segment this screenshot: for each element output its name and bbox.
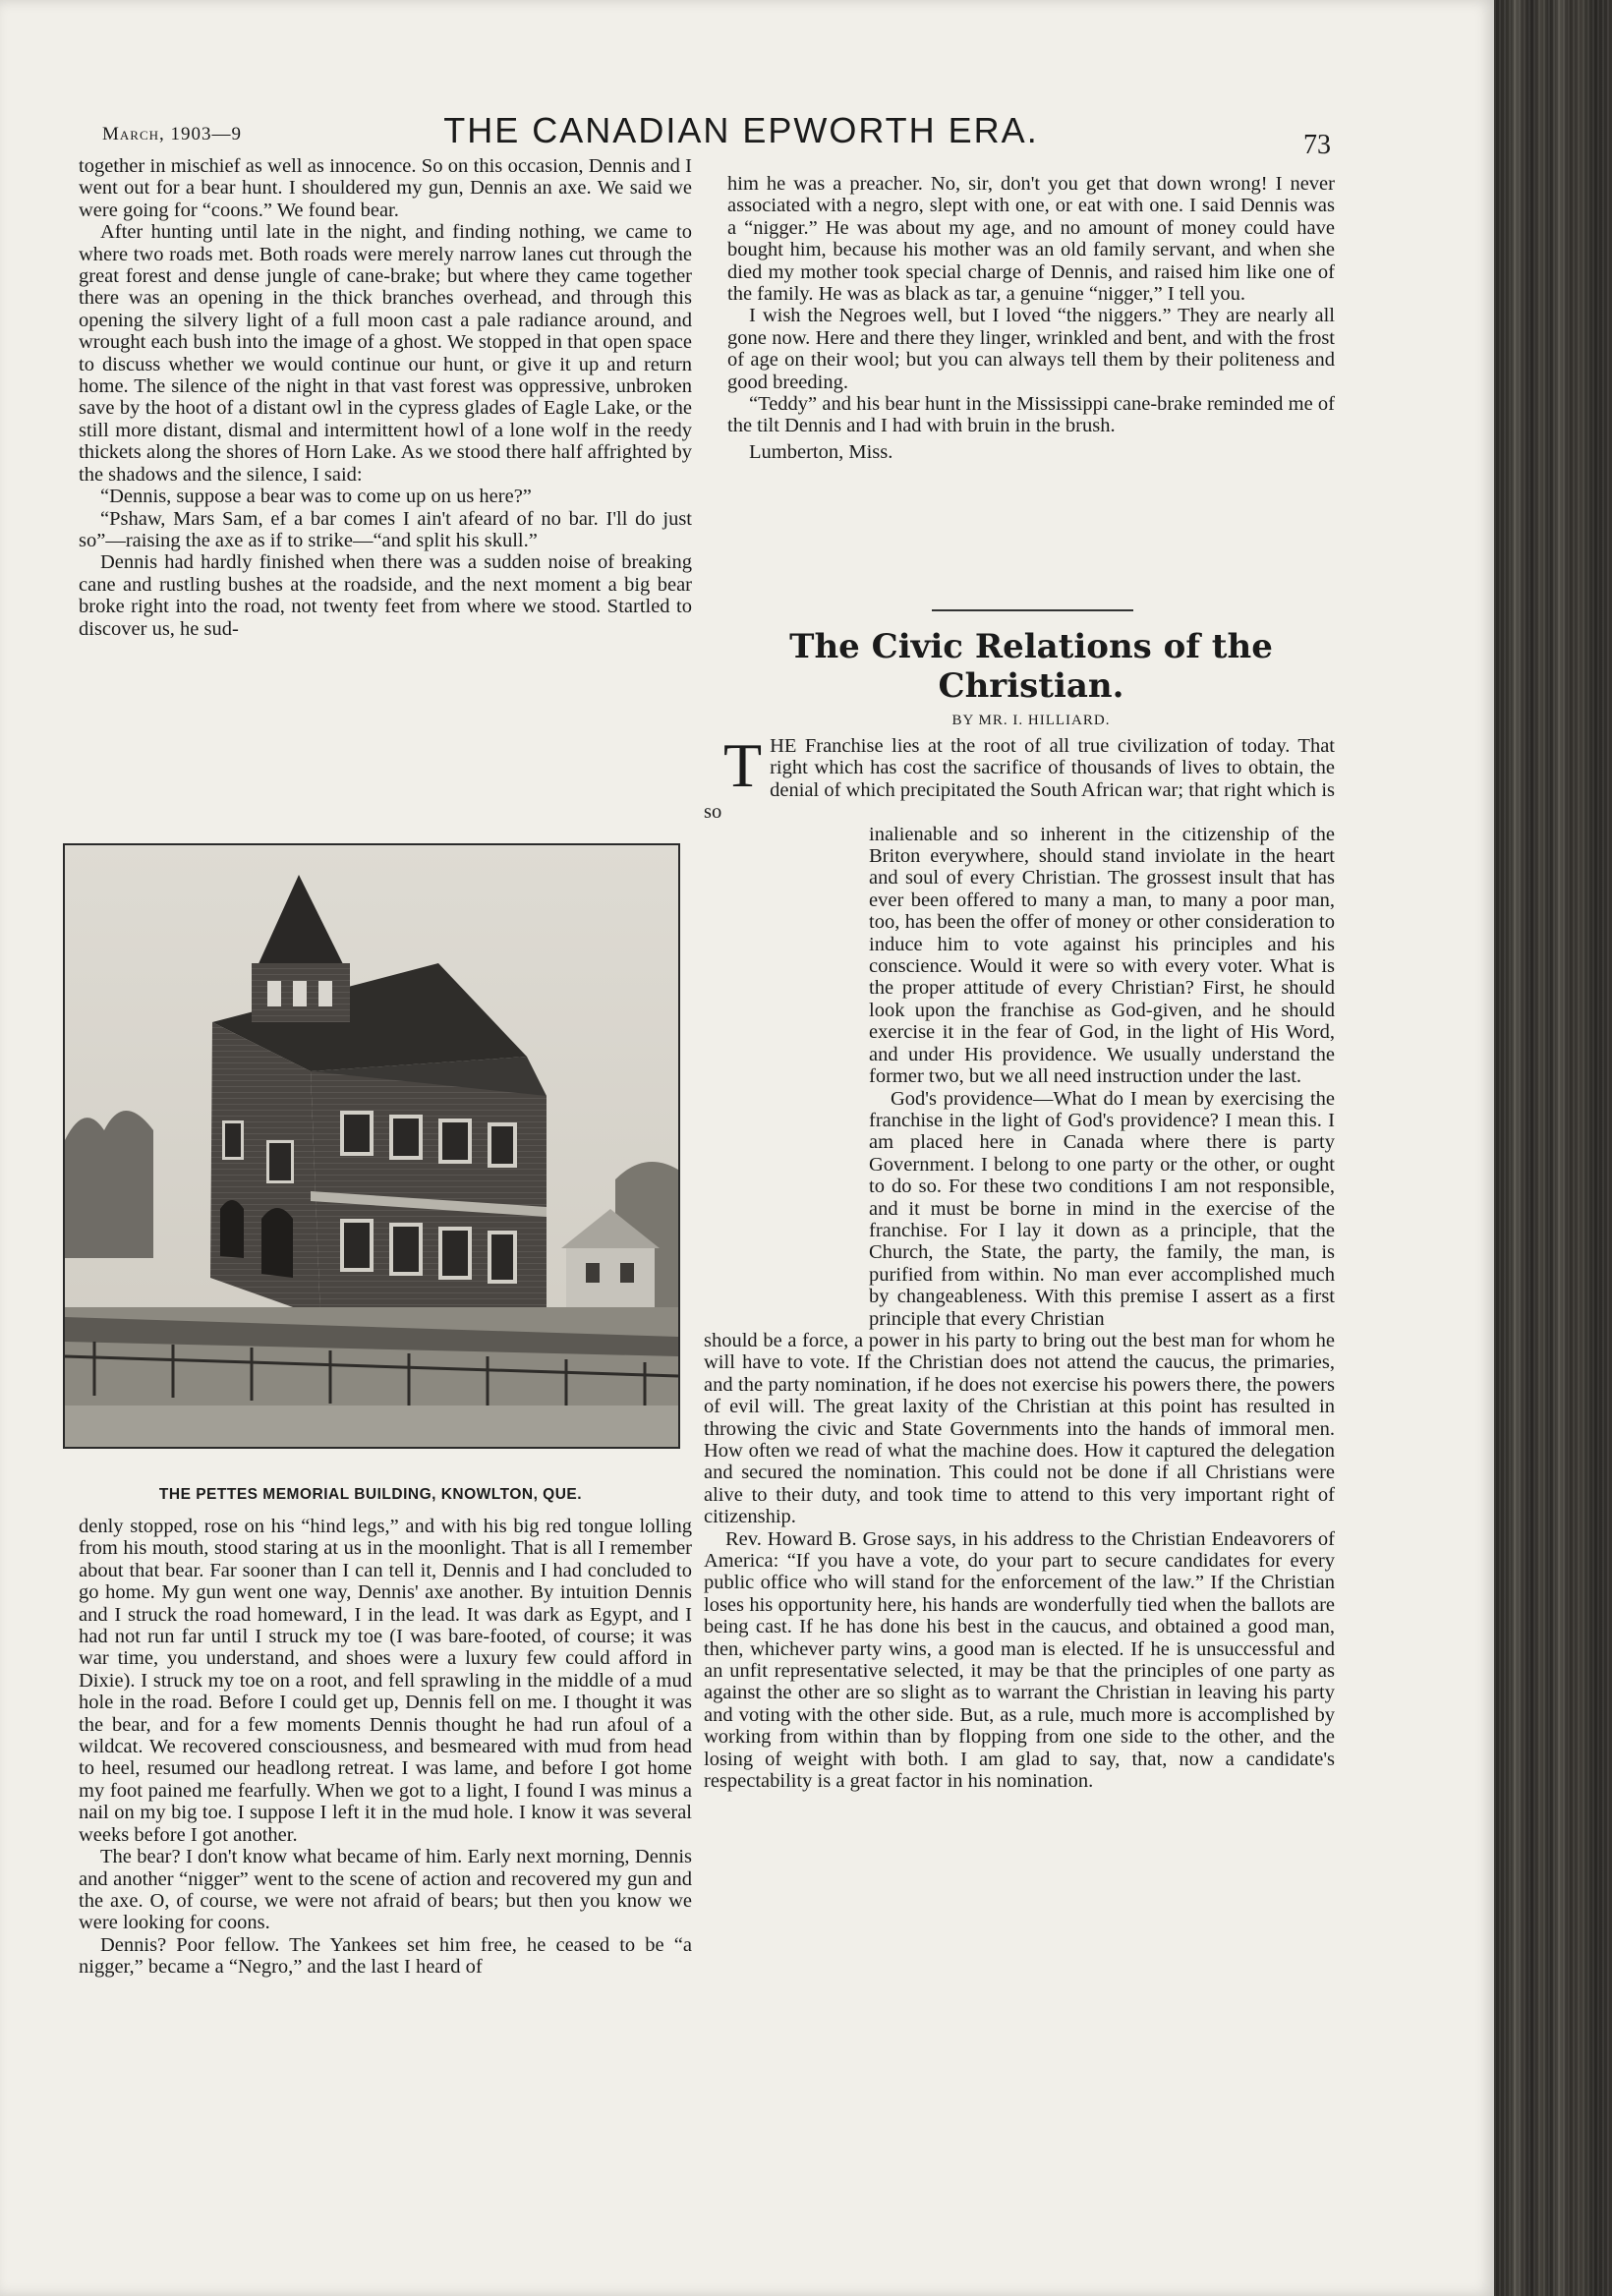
paragraph: “Pshaw, Mars Sam, ef a bar comes I ain't afeard of no bar. I'll do just so”—raising the axe as if to strike—“and split his skull.” (79, 507, 692, 551)
lead-text: HE Franchise lies at the root of all true civilization of today. That right which has cost the sacrifice of thousands of lives to obtain, the denial of which precipitated the South African war; that right which is so (704, 735, 1335, 824)
signature-line: Lumberton, Miss. (749, 440, 893, 463)
paragraph: God's providence—What do I mean by exercising the franchise in the light of God's providence? I mean this. I am placed here in Canada where there is party Government. I belong to one party or the other, or ought to do so. For these two conditions I am not responsible, and it must be borne in mind in the exercise of the franchise. For I lay it down as a principle, that the Church, the State, the party, the family, the man, is purified from within. No man ever accomplished much by changeableness. With this premise I assert as a first principle that every Christian (869, 1087, 1335, 1330)
paragraph: inalienable and so inherent in the citizenship of the Briton everywhere, should stand inviolate in the heart and soul of every Christian. The grossest insult that has ever been offered to many a man, to many a poor man, too, has been the offer of money or other consideration to induce him to vote against his principles and his conscience. Would it were so with every voter. What is the proper attitude of every Christian? First, he should look upon the franchise as God-given, and he should exercise it in the fear of God, in the light of His Word, and under His providence. We usually understand the former two, but we all need instruction under the last. (869, 823, 1335, 1088)
page-number: 73 (1303, 130, 1331, 160)
paragraph: Rev. Howard B. Grose says, in his address to the Christian Endeavorers of America: “If you have a vote, do your part to secure candidates for every public office who will stand for the enforcement of the law.” If the Christian loses his opportunity here, his hands are wonderfully tied when the ballots are being cast. If he has done his best in the caucus, and obtained a good man, then, whichever party wins, a good man is elected. If he is unsuccessful and an unfit representative selected, it may be that the principles of one party as against the other are so slight as to warrant the Christian in leaving his party and voting with the other side. But, as a rule, much more is accomplished by working from within than by flopping from one side to the other, and the losing of weight with both. I am glad to say, that, now a candidate's respectability is a great factor in his nomination. (704, 1527, 1335, 1793)
article-lead (704, 730, 1335, 824)
paragraph: The bear? I don't know what became of him. Early next morning, Dennis and another “nigger” went to the scene of action and recovered my gun and the axe. O, of course, we were not afraid of bears; but then you know we were looking for coons. (79, 1846, 692, 1934)
paragraph: “Teddy” and his bear hunt in the Mississippi cane-brake reminded me of the tilt Dennis and I had with bruin in the brush. (727, 393, 1335, 437)
right-column-top (727, 173, 1335, 463)
issue-date: March, 1903—9 (102, 124, 243, 144)
pettes-building-image (65, 845, 678, 1447)
paragraph: denly stopped, rose on his “hind legs,” and with his big red tongue lolling from his mouth, stood staring at us in the moonlight. That is all I remember about that bear. Far sooner than I can tell it, Dennis and I had concluded to go home. My gun went one way, Dennis' axe another. By intuition Dennis and I struck the road homeward, I in the lead. It was dark as Egypt, and I had not run far until I struck my toe (I was bare-footed, of course; it was war time, you understand, and shoes were a luxury few could afford in Dixie). I struck my toe on a root, and fell sprawling in the middle of a mud hole in the road. Before I could get up, Dennis fell on me. I thought it was the bear, and for a few moments Dennis thought he had run afoul of a wildcat. We recovered consciousness, and besmeared with mud from head to heel, resumed our headlong retreat. I was lame, and before I got home my foot pained me fearfully. When we got to a light, I found I was minus a nail on my big toe. I suppose I left it in the mud hole. I know it was several weeks before I got another. (79, 1516, 692, 1846)
paragraph: Dennis? Poor fellow. The Yankees set him free, he ceased to be “a nigger,” became a “Negro,” and the last I heard of (79, 1933, 692, 1979)
paragraph: Dennis had hardly finished when there was a sudden noise of breaking cane and rustling bushes at the roadside, and the next moment a big bear broke right into the road, not twenty feet from where we stood. Startled to discover us, he sud- (79, 551, 692, 640)
section-divider (932, 609, 1133, 611)
article-title-line1: The Civic Relations of the (789, 627, 1273, 666)
paragraph: I wish the Negroes well, but I loved “the niggers.” They are nearly all gone now. Here and there they linger, wrinkled and bent, and with the frost of age on their wool; but you can always tell them by their politeness and good breeding. (727, 305, 1335, 393)
article-title-line2: Christian. (938, 666, 1124, 706)
left-column-bottom (79, 1516, 692, 1979)
paragraph: together in mischief as well as innocence. So on this occasion, Dennis and I went out for a bear hunt. I shouldered my gun, Dennis an axe. We said we were going for “coons.” We found bear. (79, 155, 692, 221)
book-binding-edge (1494, 0, 1612, 2296)
paragraph: “Dennis, suppose a bear was to come up on us here?” (100, 486, 532, 508)
journal-title: THE CANADIAN EPWORTH ERA. (443, 110, 1039, 150)
paragraph: After hunting until late in the night, and finding nothing, we came to where two roads met. Both roads were merely narrow lanes cut through the great forest and dense jungle of cane-brake; but where they came together there was an opening in the thick branches overhead, and through this opening the silvery light of a full moon cast a pale radiance around, and wrought each bush into the image of a ghost. We stopped in that open space to discuss whether we would continue our hunt, or give it up and return home. The silence of the night in that vast forest was oppressive, unbroken save by the hoot of a distant owl in the cypress glades of Eagle Lake, or the still more distant, dismal and intermittent howl of a lone wolf in the reedy thickets along the shores of Horn Lake. As we stood there half affrighted by the shadows and the silence, I said: (79, 221, 692, 486)
article-title (727, 627, 1335, 706)
building-photo (63, 843, 680, 1449)
article-body (704, 730, 1335, 1793)
paragraph: him he was a preacher. No, sir, don't you get that down wrong! I never associated with a negro, slept with one, or eat with one. I said Dennis was a “nigger.” He was about my age, and no amount of money could have bought him, because his mother was an old family servant, and when she died my mother took special charge of Dennis, and raised him like one of the family. He was as black as tar, a genuine “nigger,” I tell you. (727, 173, 1335, 306)
left-column-top (79, 155, 692, 640)
article-narrow-block (869, 824, 1335, 1330)
article-byline: BY MR. I. HILLIARD. (951, 713, 1111, 728)
drop-cap: T (723, 730, 763, 800)
photo-caption: THE PETTES MEMORIAL BUILDING, KNOWLTON, QUE. (158, 1486, 583, 1503)
paragraph: should be a force, a power in his party to bring out the best man for whom he will have to vote. If the Christian does not attend the caucus, the primaries, and the party nomination, if he does not exercise his powers there, the powers of evil will. The great laxity of the Christian at this point has resulted in throwing the civic and State Governments into the hands of immoral men. How often we read of what the machine does. How it captured the delegation and secured the nomination. This could not be done if all Christians were alive to their duty, and took time to attend to this very important right of citizenship. (704, 1329, 1335, 1528)
